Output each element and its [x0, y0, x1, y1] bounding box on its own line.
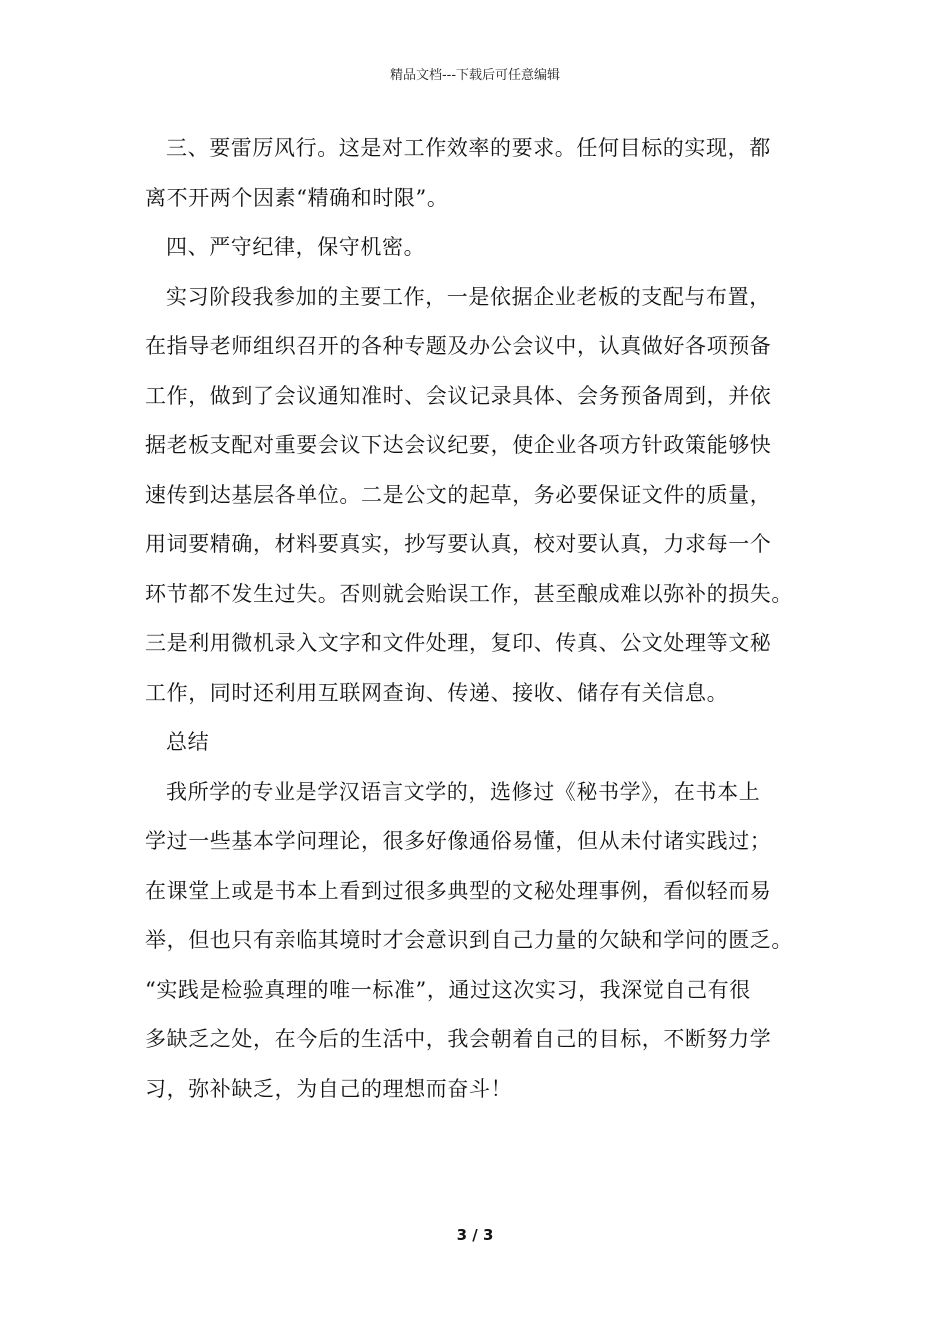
paragraph-line: 三、要雷厉风行。这是对工作效率的要求。任何目标的实现，都 [166, 136, 771, 160]
paragraph-line: 环节都不发生过失。否则就会贻误工作，甚至酿成难以弥补的损失。 [145, 581, 793, 606]
paragraph-line: 实习阶段我参加的主要工作，一是依据企业老板的支配与布置， [166, 284, 771, 309]
paragraph-line: 多缺乏之处，在今后的生活中，我会朝着自己的目标，不断努力学 [145, 1027, 772, 1051]
paragraph-line: 习，弥补缺乏，为自己的理想而奋斗！ [145, 1076, 513, 1101]
paragraph-line: 用词要精确，材料要真实，抄写要认真，校对要认真，力求每一个 [145, 532, 772, 556]
paragraph-line: 我所学的专业是学汉语言文学的，选修过《秘书学》，在书本上 [166, 779, 761, 804]
paragraph-line: 据老板支配对重要会议下达会议纪要，使企业各项方针政策能够快 [145, 433, 772, 457]
paragraph-line: 四、严守纪律，保守机密。 [166, 235, 426, 259]
paragraph-line: 在指导老师组织召开的各种专题及办公会议中，认真做好各项预备 [145, 334, 772, 358]
page-header: 精品文档---下载后可任意编辑 [389, 68, 561, 83]
paragraph-line: 离不开两个因素“精确和时限”。 [145, 185, 449, 210]
section-heading-summary: 总结 [166, 730, 210, 754]
page-number: 3 / 3 [456, 1226, 494, 1244]
paragraph-line: 学过一些基本学问理论，很多好像通俗易懂，但从未付诸实践过； [145, 829, 772, 853]
paragraph-line: 举，但也只有亲临其境时才会意识到自己力量的欠缺和学问的匮乏。 [145, 928, 793, 952]
paragraph-line: 速传到达基层各单位。二是公文的起草，务必要保证文件的质量， [145, 482, 772, 507]
paragraph-line: “实践是检验真理的唯一标准”，通过这次实习，我深觉自己有很 [145, 977, 751, 1002]
paragraph-line: 工作，同时还利用互联网查询、传递、接收、储存有关信息。 [145, 680, 729, 705]
paragraph-line: 在课堂上或是书本上看到过很多典型的文秘处理事例，看似轻而易 [145, 878, 772, 903]
paragraph-line: 三是利用微机录入文字和文件处理，复印、传真、公文处理等文秘 [145, 631, 772, 655]
paragraph-line: 工作，做到了会议通知准时、会议记录具体、会务预备周到，并依 [145, 383, 772, 408]
document-body [145, 124, 825, 1114]
